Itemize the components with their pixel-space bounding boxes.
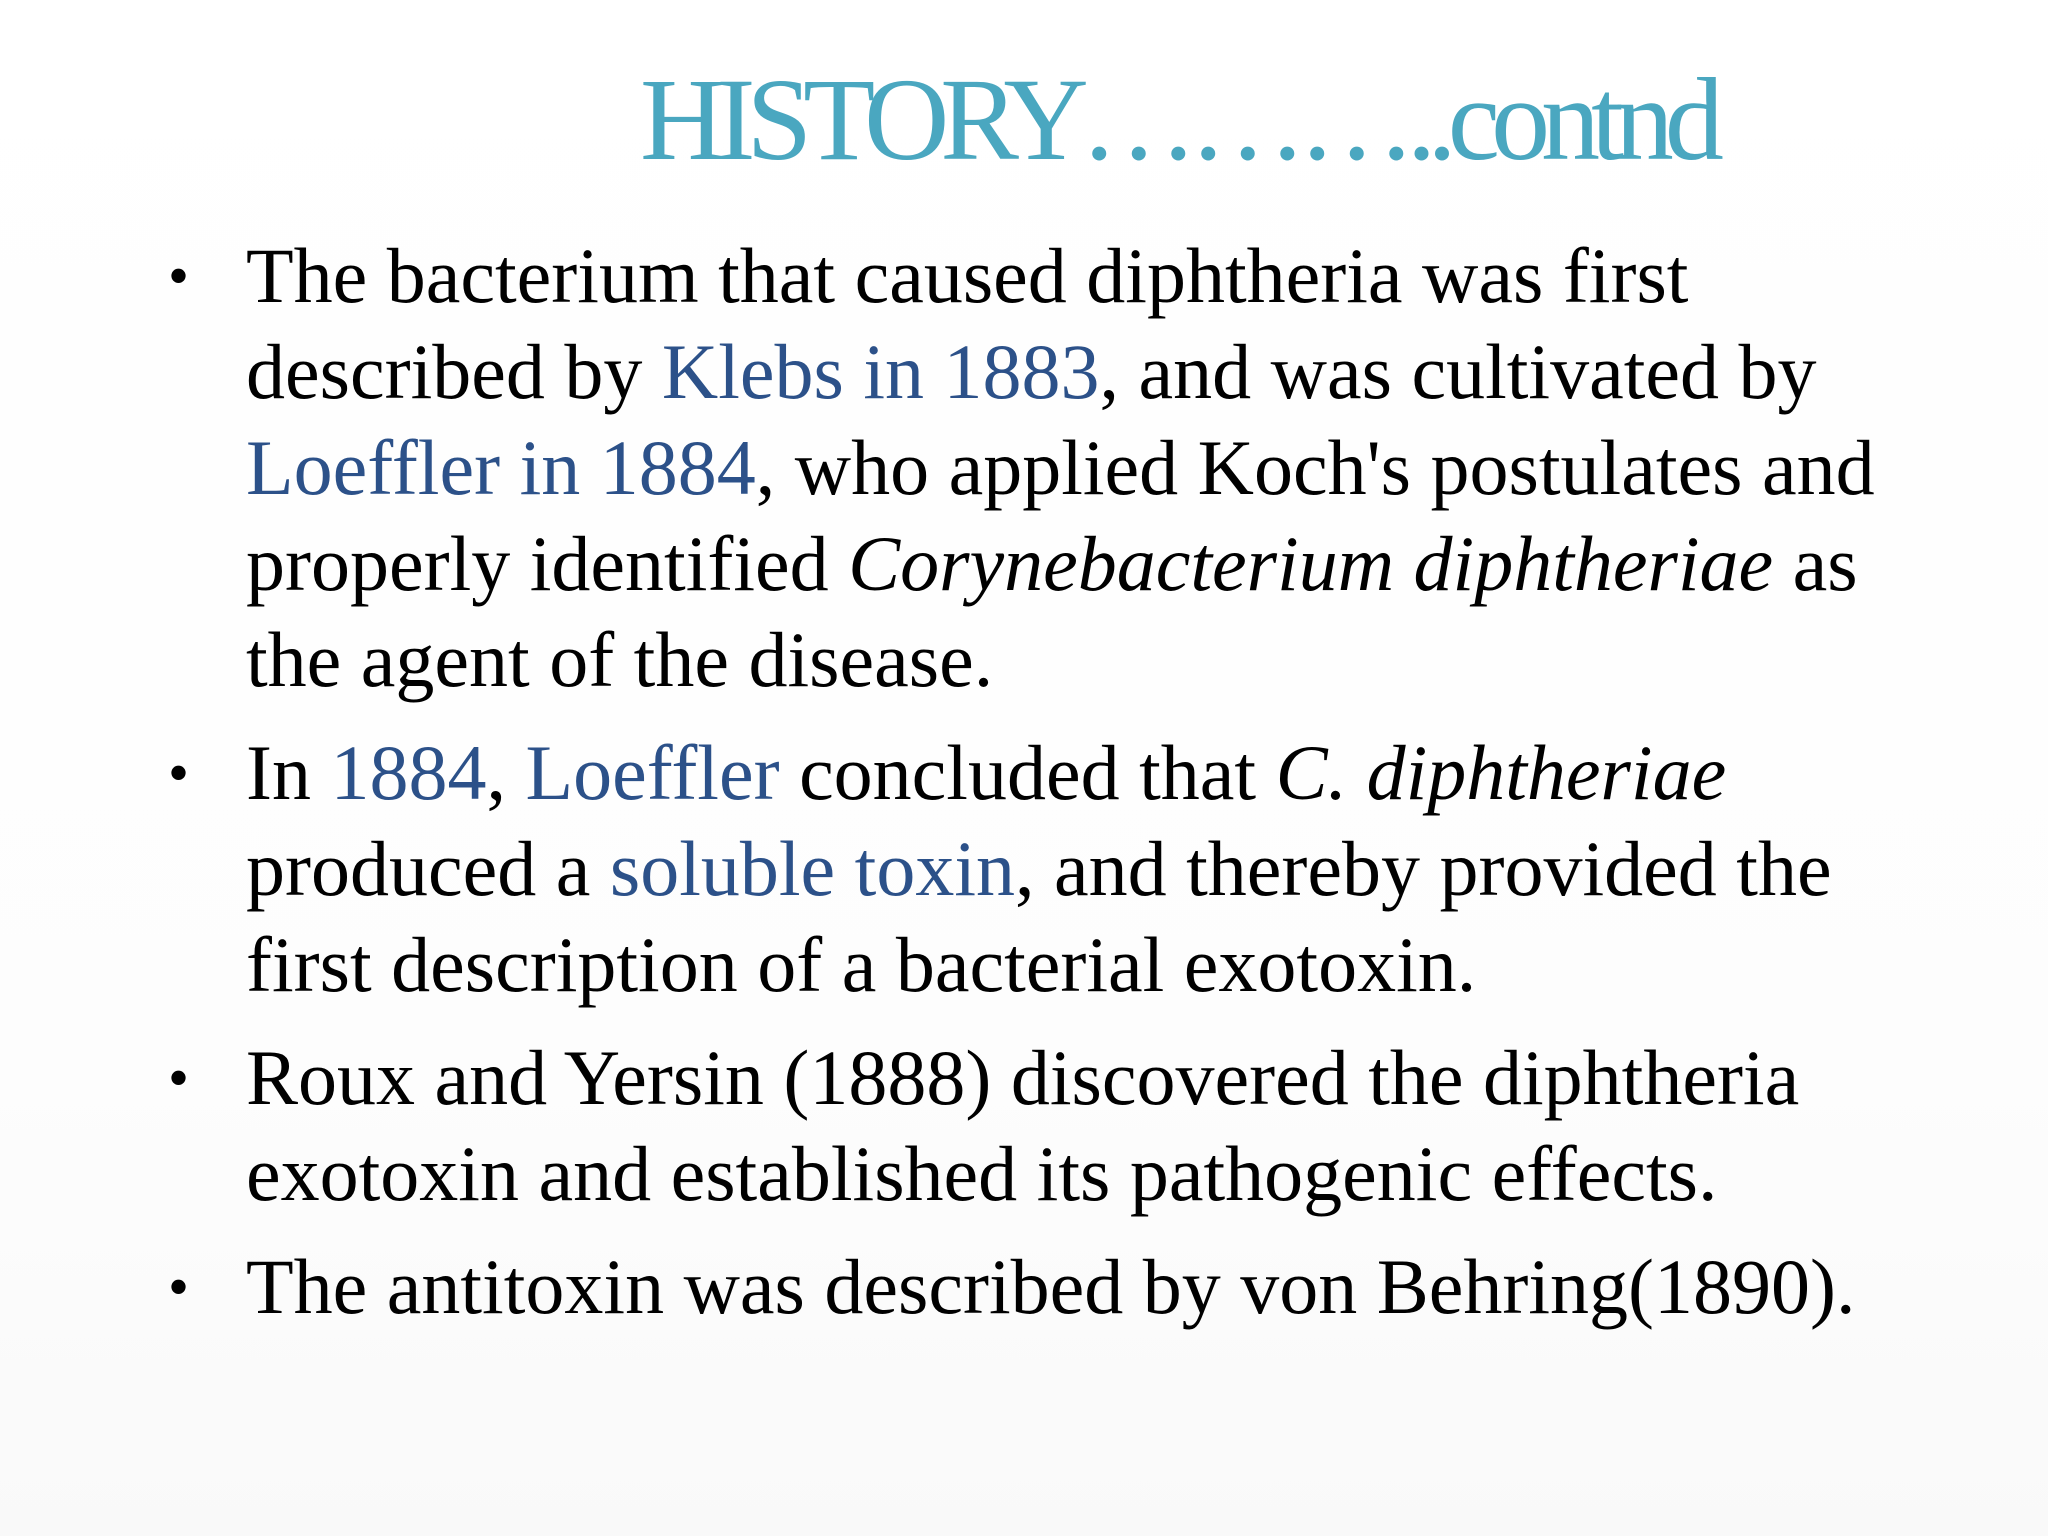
bullet-text: The antitoxin was described by von Behring(1890). [246, 1243, 1856, 1330]
highlight-year-1884: 1884 [330, 729, 487, 816]
bullet-text: , who applied Koch's postulates and properly identified [246, 424, 1875, 607]
bullet-text: The bacterium that caused diphtheria was first described by [246, 232, 1689, 415]
highlight-loeffler-1884: Loeffler in 1884 [246, 424, 756, 511]
bullet-text: , and was cultivated by [1099, 328, 1817, 415]
bullet-text: produced a [246, 825, 610, 912]
highlight-loeffler: Loeffler [525, 729, 780, 816]
species-name-italic: Corynebacterium diphtheriae [848, 520, 1774, 607]
bullet-dot: • [168, 740, 190, 806]
bullet-item-klebs-loeffler [168, 228, 1968, 708]
bullet-text: as the agent of the disease. [246, 520, 1858, 703]
bullet-text: In [246, 729, 331, 816]
bullet-text: , and thereby provided the first description of a bacterial exotoxin. [246, 825, 1832, 1008]
bullet-item-von-behring [168, 1239, 1968, 1335]
bullet-dot: • [168, 1254, 190, 1320]
highlight-klebs-1883: Klebs in 1883 [661, 328, 1100, 415]
bullet-list [168, 228, 1968, 1335]
bullet-dot: • [168, 243, 190, 309]
bullet-dot: • [168, 1045, 190, 1111]
highlight-soluble-toxin: soluble toxin [609, 825, 1016, 912]
bullet-text: Roux and Yersin (1888) discovered the diphtheria exotoxin and established its pathogenic effects. [246, 1034, 1800, 1217]
bullet-item-roux-yersin [168, 1030, 1968, 1222]
species-name-italic: C. diphtheriae [1275, 729, 1727, 816]
bullet-text: , [486, 729, 526, 816]
bullet-item-soluble-toxin [168, 725, 1968, 1013]
bullet-text: concluded that [779, 729, 1276, 816]
slide-title: HISTORY………..contnd [640, 54, 1715, 185]
